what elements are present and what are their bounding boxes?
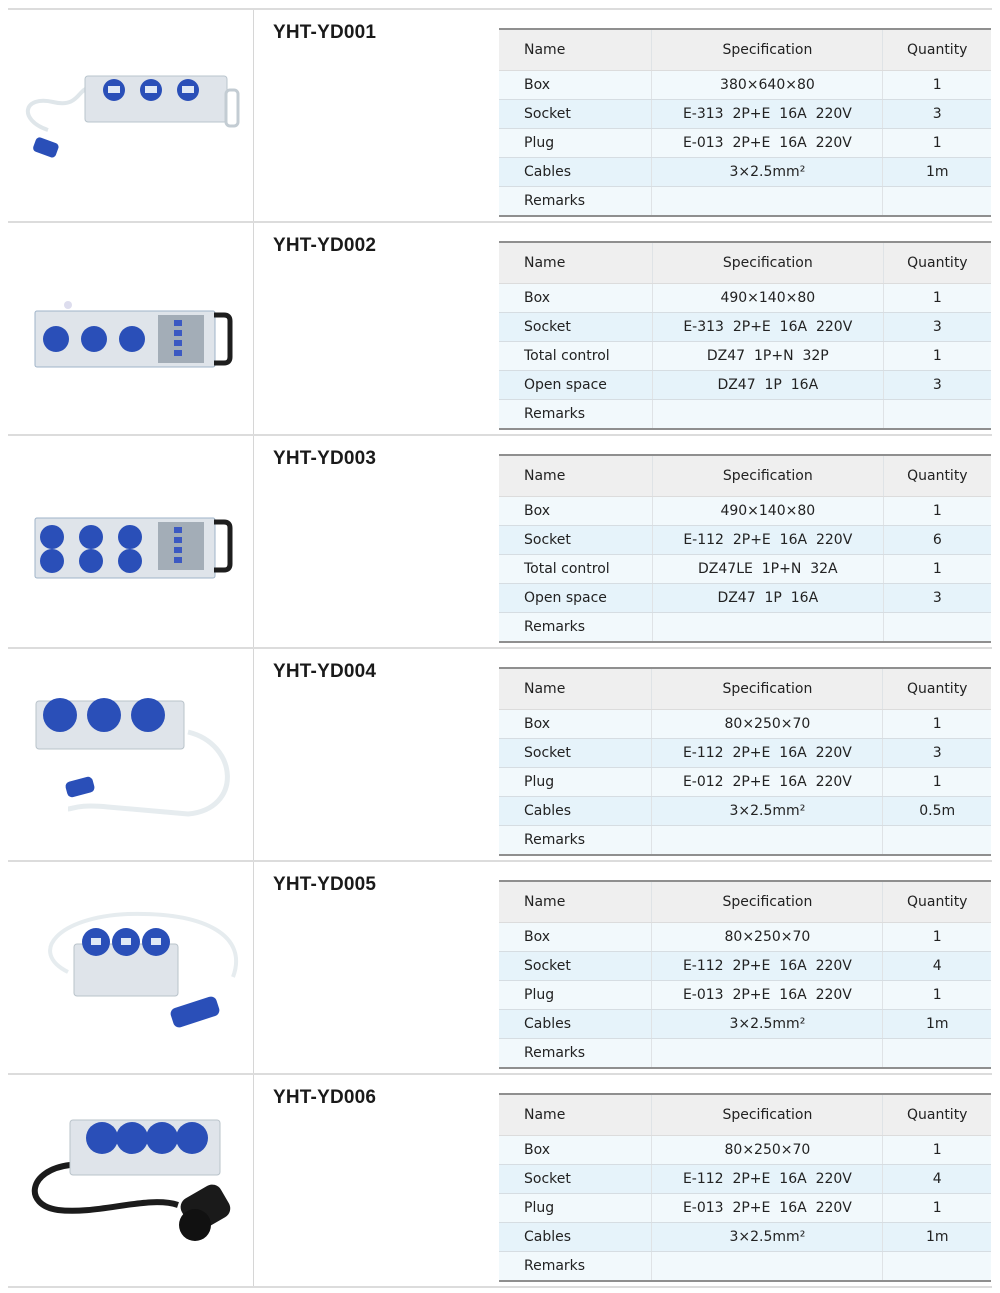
table-row — [499, 1194, 991, 1223]
table-row — [499, 1039, 991, 1069]
header-quantity: Quantity — [883, 455, 991, 497]
cell-quantity: 4 — [883, 1165, 991, 1194]
header-specification: Specification — [652, 455, 883, 497]
cell-quantity — [883, 1252, 991, 1282]
cell-specification — [652, 826, 883, 856]
header-name: Name — [499, 29, 652, 71]
cell-quantity: 1 — [883, 768, 991, 797]
table-row — [499, 797, 991, 826]
cell-quantity — [883, 187, 991, 217]
header-name: Name — [499, 668, 652, 710]
header-quantity: Quantity — [883, 242, 991, 284]
cell-specification: E-112 2P+E 16A 220V — [652, 952, 883, 981]
cell-name: Cables — [499, 158, 652, 187]
cell-specification: E-313 2P+E 16A 220V — [652, 100, 883, 129]
product-image-cell — [8, 862, 254, 1073]
header-name: Name — [499, 881, 652, 923]
cell-specification — [652, 1252, 883, 1282]
header-specification: Specification — [652, 881, 883, 923]
cell-specification: E-013 2P+E 16A 220V — [652, 1194, 883, 1223]
cell-name: Cables — [499, 797, 652, 826]
product-entry-yht-yd001 — [8, 10, 992, 223]
cell-specification: E-313 2P+E 16A 220V — [652, 313, 883, 342]
cell-name: Socket — [499, 100, 652, 129]
table-row — [499, 1136, 991, 1165]
spec-table-header — [499, 242, 991, 284]
cell-name: Cables — [499, 1010, 652, 1039]
product-image-portable-socket-box-3-industrial-sockets-with-blue-plug — [8, 10, 253, 221]
cell-specification: 80×250×70 — [652, 923, 883, 952]
cell-specification — [652, 400, 883, 430]
cell-specification — [652, 1039, 883, 1069]
spec-table-header — [499, 455, 991, 497]
cell-specification: DZ47 1P+N 32P — [652, 342, 883, 371]
table-row — [499, 526, 991, 555]
cell-name: Remarks — [499, 1252, 652, 1282]
cell-quantity: 1 — [883, 129, 991, 158]
cell-specification: E-013 2P+E 16A 220V — [652, 129, 883, 158]
model-number: YHT-YD003 — [273, 448, 377, 469]
header-quantity: Quantity — [883, 1094, 991, 1136]
cell-quantity: 3 — [883, 313, 991, 342]
cell-quantity — [883, 826, 991, 856]
table-row — [499, 342, 991, 371]
product-image-socket-box-3-schuko-sockets-with-cable-and-plug — [8, 649, 253, 860]
cell-name: Open space — [499, 584, 652, 613]
cell-quantity: 0.5m — [883, 797, 991, 826]
cell-quantity: 3 — [883, 584, 991, 613]
cell-name: Socket — [499, 1165, 652, 1194]
spec-table — [499, 880, 991, 1069]
cell-name: Box — [499, 284, 652, 313]
product-image-cell — [8, 436, 254, 647]
table-row — [499, 826, 991, 856]
product-image-socket-box-3-sockets-with-breaker-panel-and-handle — [8, 223, 253, 434]
cell-specification: E-112 2P+E 16A 220V — [652, 1165, 883, 1194]
product-image-socket-box-6-sockets-with-breaker-panel-and-handle — [8, 436, 253, 647]
cell-name: Box — [499, 71, 652, 100]
model-number: YHT-YD002 — [273, 235, 377, 256]
cell-specification: E-112 2P+E 16A 220V — [652, 526, 883, 555]
cell-name: Open space — [499, 371, 652, 400]
table-row — [499, 187, 991, 217]
spec-table — [499, 667, 991, 856]
cell-specification: DZ47 1P 16A — [652, 371, 883, 400]
cell-name: Plug — [499, 768, 652, 797]
cell-quantity: 1 — [883, 1136, 991, 1165]
product-entry-yht-yd002 — [8, 223, 992, 436]
cell-quantity: 6 — [883, 526, 991, 555]
cell-name: Remarks — [499, 1039, 652, 1069]
table-row — [499, 1223, 991, 1252]
cell-specification — [652, 187, 883, 217]
cell-name: Total control — [499, 342, 652, 371]
table-row — [499, 100, 991, 129]
cell-quantity: 1 — [883, 71, 991, 100]
table-row — [499, 158, 991, 187]
cell-quantity: 1 — [883, 555, 991, 584]
cell-name: Plug — [499, 1194, 652, 1223]
table-row — [499, 1010, 991, 1039]
cell-quantity: 1 — [883, 923, 991, 952]
spec-table — [499, 28, 991, 217]
table-row — [499, 555, 991, 584]
cell-quantity: 3 — [883, 100, 991, 129]
cell-quantity: 1m — [883, 158, 991, 187]
cell-specification: DZ47 1P 16A — [652, 584, 883, 613]
spec-table-header — [499, 881, 991, 923]
cell-name: Socket — [499, 313, 652, 342]
cell-name: Socket — [499, 739, 652, 768]
cell-name: Socket — [499, 526, 652, 555]
cell-quantity: 1m — [883, 1223, 991, 1252]
table-row — [499, 710, 991, 739]
header-name: Name — [499, 1094, 652, 1136]
cell-name: Remarks — [499, 613, 652, 643]
cell-name: Remarks — [499, 400, 652, 430]
cell-quantity: 1 — [883, 284, 991, 313]
table-row — [499, 1252, 991, 1282]
cell-name: Plug — [499, 129, 652, 158]
table-row — [499, 313, 991, 342]
cell-quantity: 4 — [883, 952, 991, 981]
header-specification: Specification — [652, 242, 883, 284]
cell-specification: 380×640×80 — [652, 71, 883, 100]
product-image-socket-box-4-schuko-sockets-with-black-cable-and-plug — [8, 1075, 253, 1286]
cell-name: Box — [499, 923, 652, 952]
table-row — [499, 129, 991, 158]
header-specification: Specification — [652, 668, 883, 710]
header-quantity: Quantity — [883, 668, 991, 710]
cell-name: Box — [499, 1136, 652, 1165]
product-image-socket-box-3-industrial-sockets-with-cable-and-blue-plug — [8, 862, 253, 1073]
product-image-cell — [8, 223, 254, 434]
cell-quantity: 1m — [883, 1010, 991, 1039]
header-name: Name — [499, 242, 652, 284]
cell-name: Cables — [499, 1223, 652, 1252]
cell-name: Box — [499, 710, 652, 739]
product-entry-yht-yd005 — [8, 862, 992, 1075]
cell-specification: 3×2.5mm² — [652, 797, 883, 826]
model-number: YHT-YD006 — [273, 1087, 377, 1108]
cell-specification: 80×250×70 — [652, 710, 883, 739]
cell-name: Socket — [499, 952, 652, 981]
header-specification: Specification — [652, 29, 883, 71]
spec-table — [499, 241, 991, 430]
cell-specification: 3×2.5mm² — [652, 1223, 883, 1252]
table-row — [499, 981, 991, 1010]
cell-quantity: 1 — [883, 710, 991, 739]
cell-specification: 490×140×80 — [652, 284, 883, 313]
table-row — [499, 923, 991, 952]
product-entry-yht-yd004 — [8, 649, 992, 862]
header-quantity: Quantity — [883, 881, 991, 923]
cell-quantity: 1 — [883, 1194, 991, 1223]
cell-quantity: 1 — [883, 342, 991, 371]
spec-table-header — [499, 668, 991, 710]
table-row — [499, 952, 991, 981]
cell-name: Plug — [499, 981, 652, 1010]
cell-quantity — [883, 1039, 991, 1069]
product-entry-yht-yd003 — [8, 436, 992, 649]
product-image-cell — [8, 649, 254, 860]
table-row — [499, 371, 991, 400]
cell-specification: 3×2.5mm² — [652, 158, 883, 187]
cell-name: Remarks — [499, 826, 652, 856]
table-row — [499, 584, 991, 613]
table-row — [499, 613, 991, 643]
spec-table-header — [499, 29, 991, 71]
table-row — [499, 768, 991, 797]
cell-specification: DZ47LE 1P+N 32A — [652, 555, 883, 584]
product-entry-yht-yd006 — [8, 1075, 992, 1288]
spec-table — [499, 454, 991, 643]
product-image-cell — [8, 1075, 254, 1286]
header-quantity: Quantity — [883, 29, 991, 71]
cell-quantity — [883, 613, 991, 643]
cell-specification — [652, 613, 883, 643]
table-row — [499, 497, 991, 526]
cell-specification: 3×2.5mm² — [652, 1010, 883, 1039]
cell-quantity — [883, 400, 991, 430]
table-row — [499, 71, 991, 100]
cell-name: Box — [499, 497, 652, 526]
cell-quantity: 1 — [883, 981, 991, 1010]
spec-table-header — [499, 1094, 991, 1136]
cell-specification: E-013 2P+E 16A 220V — [652, 981, 883, 1010]
product-image-cell — [8, 10, 254, 221]
cell-quantity: 3 — [883, 739, 991, 768]
model-number: YHT-YD001 — [273, 22, 377, 43]
table-row — [499, 739, 991, 768]
cell-specification: 490×140×80 — [652, 497, 883, 526]
product-catalog — [8, 8, 992, 1288]
cell-name: Total control — [499, 555, 652, 584]
cell-name: Remarks — [499, 187, 652, 217]
table-row — [499, 1165, 991, 1194]
cell-specification: 80×250×70 — [652, 1136, 883, 1165]
cell-quantity: 3 — [883, 371, 991, 400]
header-specification: Specification — [652, 1094, 883, 1136]
table-row — [499, 400, 991, 430]
table-row — [499, 284, 991, 313]
model-number: YHT-YD004 — [273, 661, 377, 682]
model-number: YHT-YD005 — [273, 874, 377, 895]
cell-quantity: 1 — [883, 497, 991, 526]
cell-specification: E-012 2P+E 16A 220V — [652, 768, 883, 797]
spec-table — [499, 1093, 991, 1282]
cell-specification: E-112 2P+E 16A 220V — [652, 739, 883, 768]
header-name: Name — [499, 455, 652, 497]
